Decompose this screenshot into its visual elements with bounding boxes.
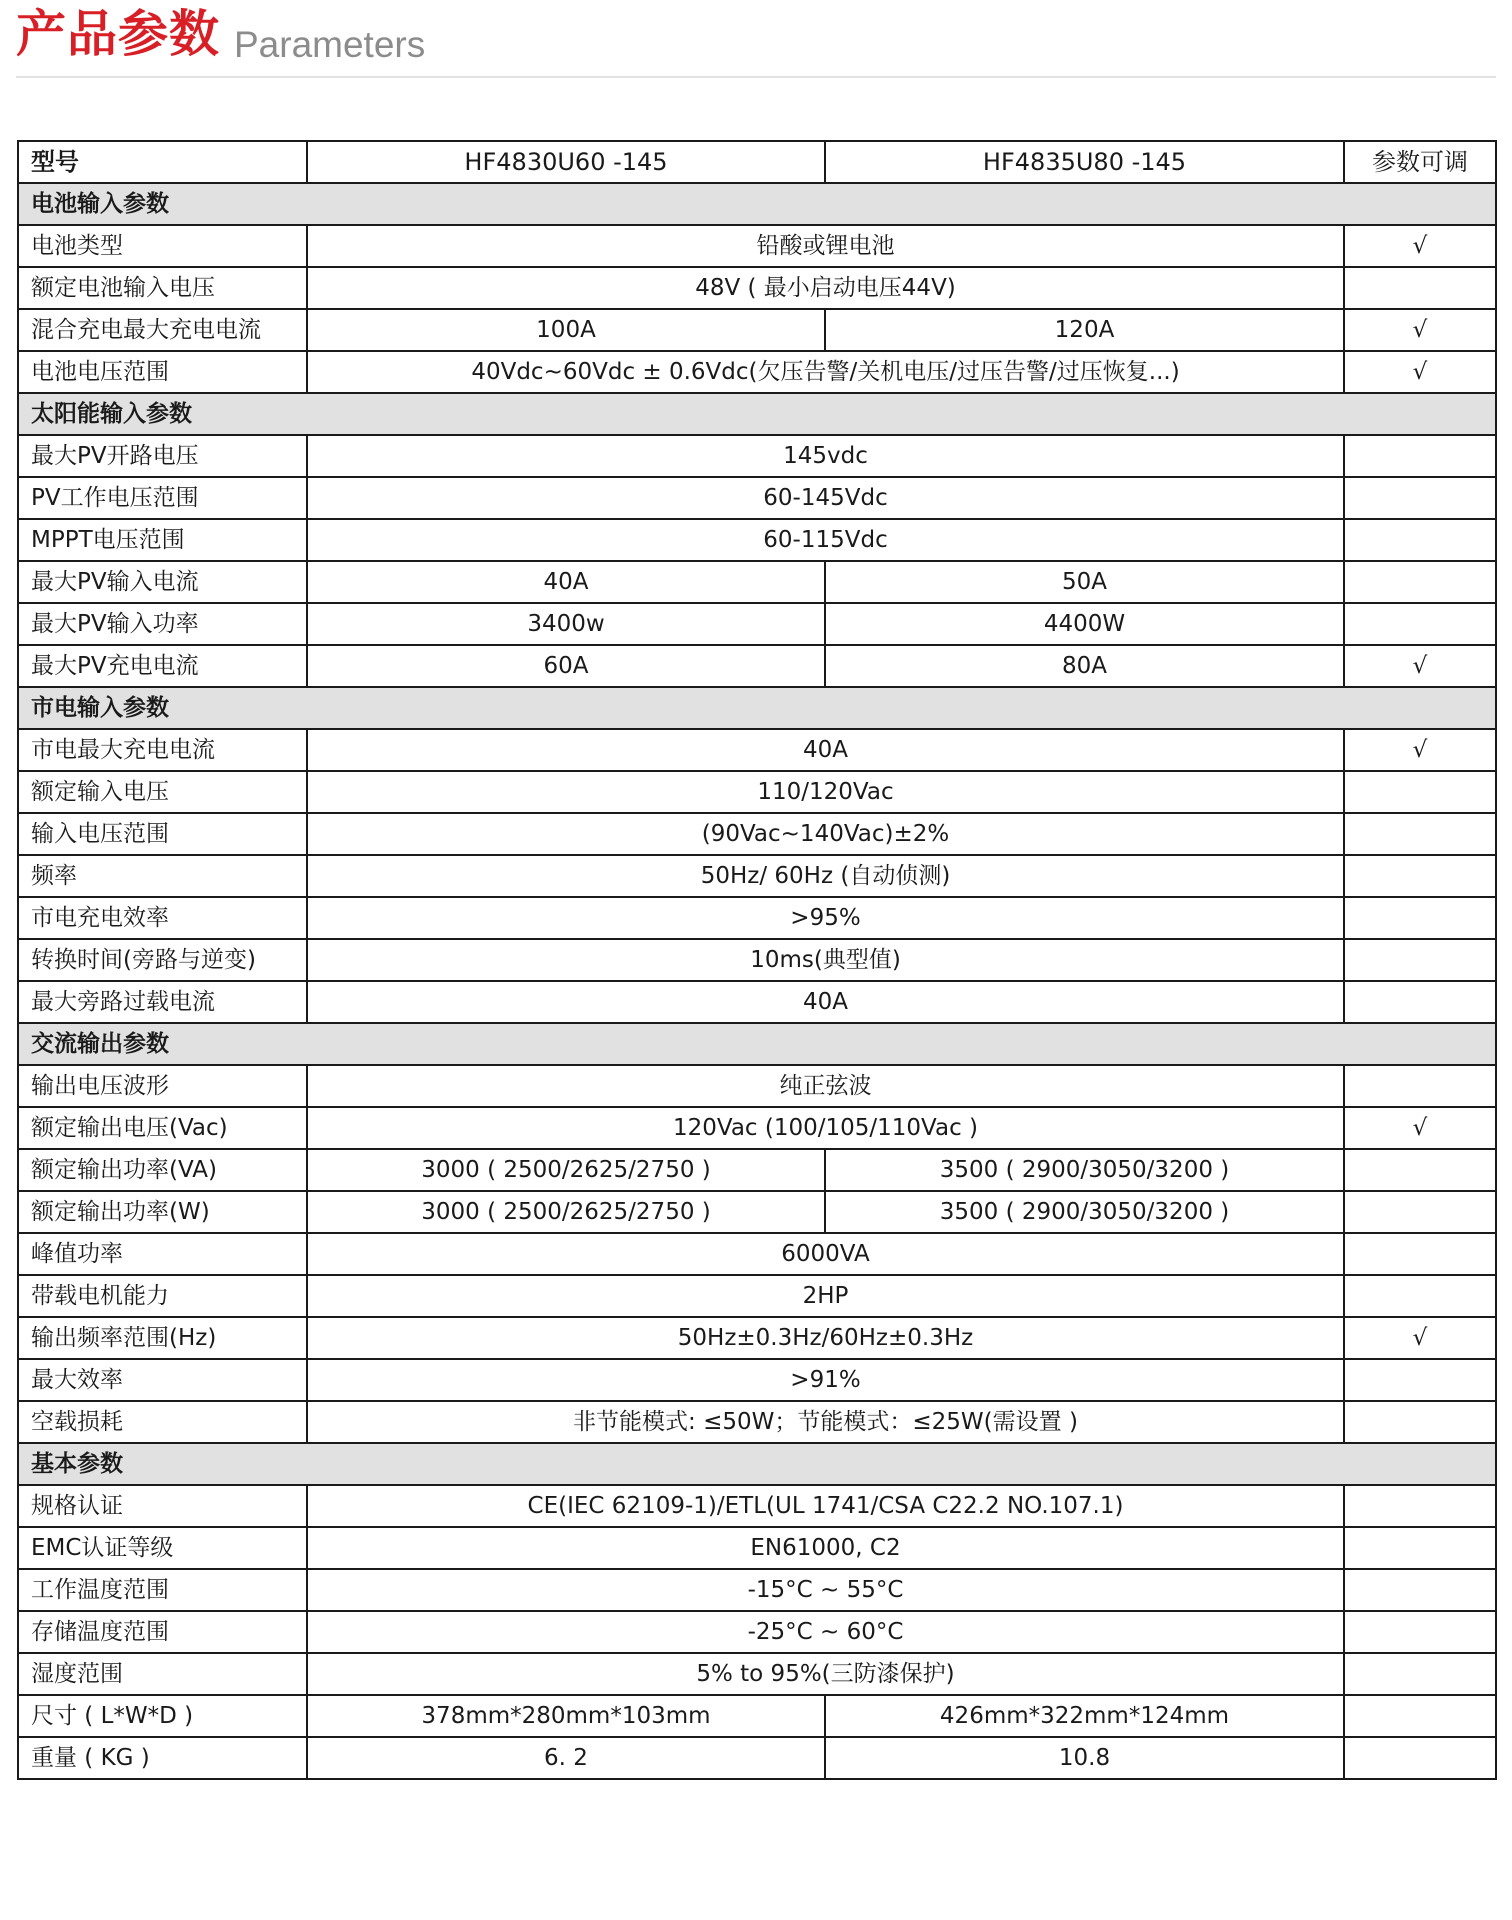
- table-row: [18, 309, 1496, 351]
- param-value-shared: 60-115Vdc: [307, 519, 1344, 561]
- param-value-model-2: 80A: [825, 645, 1344, 687]
- adjustable-check: [1344, 1191, 1496, 1233]
- param-value-shared: 120Vac (100/105/110Vac ): [307, 1107, 1344, 1149]
- param-value-model-2: 120A: [825, 309, 1344, 351]
- section-header-row: [18, 183, 1496, 225]
- table-row: [18, 351, 1496, 393]
- section-header-row: [18, 393, 1496, 435]
- param-value-shared: 5% to 95%(三防漆保护): [307, 1653, 1344, 1695]
- adjustable-check: [1344, 603, 1496, 645]
- adjustable-check: [1344, 855, 1496, 897]
- param-value-shared: 40A: [307, 729, 1344, 771]
- param-value-model-2: 3500 ( 2900/3050/3200 ): [825, 1191, 1344, 1233]
- page-header: [16, 2, 1496, 78]
- param-label: 工作温度范围: [18, 1569, 307, 1611]
- adjustable-check: [1344, 1275, 1496, 1317]
- adjustable-check: [1344, 561, 1496, 603]
- adjustable-check: [1344, 435, 1496, 477]
- param-value-model-1: 3000 ( 2500/2625/2750 ): [307, 1149, 825, 1191]
- param-value-shared: (90Vac~140Vac)±2%: [307, 813, 1344, 855]
- table-row: [18, 771, 1496, 813]
- table-row: [18, 813, 1496, 855]
- table-row: [18, 1359, 1496, 1401]
- param-value-shared: 50Hz±0.3Hz/60Hz±0.3Hz: [307, 1317, 1344, 1359]
- table-row: [18, 855, 1496, 897]
- param-label: 额定输入电压: [18, 771, 307, 813]
- param-value-model-1: 100A: [307, 309, 825, 351]
- adjustable-check: [1344, 1485, 1496, 1527]
- param-label: 最大旁路过载电流: [18, 981, 307, 1023]
- adjustable-check: [1344, 1149, 1496, 1191]
- table-row: [18, 561, 1496, 603]
- table-row: [18, 1275, 1496, 1317]
- param-label: 频率: [18, 855, 307, 897]
- param-label: 额定电池输入电压: [18, 267, 307, 309]
- table-row: [18, 1065, 1496, 1107]
- param-value-shared: 纯正弦波: [307, 1065, 1344, 1107]
- section-title: 市电输入参数: [18, 687, 1496, 729]
- param-value-shared: 铅酸或锂电池: [307, 225, 1344, 267]
- param-value-shared: 48V ( 最小启动电压44V): [307, 267, 1344, 309]
- param-label: 输出电压波形: [18, 1065, 307, 1107]
- param-value-model-2: 3500 ( 2900/3050/3200 ): [825, 1149, 1344, 1191]
- param-label: 输入电压范围: [18, 813, 307, 855]
- param-value-shared: 110/120Vac: [307, 771, 1344, 813]
- parameters-table: [17, 140, 1497, 1780]
- param-value-model-2: 50A: [825, 561, 1344, 603]
- adjustable-check: [1344, 1653, 1496, 1695]
- param-value-shared: 6000VA: [307, 1233, 1344, 1275]
- param-value-shared: EN61000, C2: [307, 1527, 1344, 1569]
- param-label: 空载损耗: [18, 1401, 307, 1443]
- adjustable-check: √: [1344, 309, 1496, 351]
- adjustable-check: [1344, 477, 1496, 519]
- param-value-model-1: 3400w: [307, 603, 825, 645]
- param-label: 尺寸 ( L*W*D ): [18, 1695, 307, 1737]
- section-title: 太阳能输入参数: [18, 393, 1496, 435]
- section-header-row: [18, 1023, 1496, 1065]
- param-label: 额定输出功率(VA): [18, 1149, 307, 1191]
- model-1-name: HF4830U60 -145: [307, 141, 825, 183]
- section-header-row: [18, 687, 1496, 729]
- adjustable-check: √: [1344, 729, 1496, 771]
- param-value-shared: 40Vdc~60Vdc ± 0.6Vdc(欠压告警/关机电压/过压告警/过压恢复...): [307, 351, 1344, 393]
- table-row: [18, 1569, 1496, 1611]
- table-row: [18, 519, 1496, 561]
- adjustable-check: √: [1344, 645, 1496, 687]
- param-value-shared: 145vdc: [307, 435, 1344, 477]
- adjustable-check: [1344, 1359, 1496, 1401]
- table-row: [18, 939, 1496, 981]
- adjustable-check: [1344, 813, 1496, 855]
- page-title-en: Parameters: [234, 24, 426, 65]
- model-label: 型号: [18, 141, 307, 183]
- section-title: 交流输出参数: [18, 1023, 1496, 1065]
- table-row: [18, 267, 1496, 309]
- table-row: [18, 1527, 1496, 1569]
- param-value-model-1: 6. 2: [307, 1737, 825, 1779]
- param-value-shared: 非节能模式: ≤50W；节能模式：≤25W(需设置 ): [307, 1401, 1344, 1443]
- param-label: 额定输出电压(Vac): [18, 1107, 307, 1149]
- param-label: 电池类型: [18, 225, 307, 267]
- param-value-model-1: 60A: [307, 645, 825, 687]
- param-label: 最大效率: [18, 1359, 307, 1401]
- param-value-shared: 2HP: [307, 1275, 1344, 1317]
- adjustable-check: [1344, 1569, 1496, 1611]
- table-row: [18, 1401, 1496, 1443]
- param-label: 重量 ( KG ): [18, 1737, 307, 1779]
- table-row: [18, 1695, 1496, 1737]
- table-row: [18, 1233, 1496, 1275]
- adjustable-check: [1344, 1737, 1496, 1779]
- param-value-shared: >95%: [307, 897, 1344, 939]
- table-row: [18, 897, 1496, 939]
- table-row: [18, 729, 1496, 771]
- table-row: [18, 603, 1496, 645]
- adjustable-check: √: [1344, 225, 1496, 267]
- adjustable-header: 参数可调: [1344, 141, 1496, 183]
- adjustable-check: [1344, 1695, 1496, 1737]
- table-row: [18, 645, 1496, 687]
- param-label: 额定输出功率(W): [18, 1191, 307, 1233]
- adjustable-check: [1344, 981, 1496, 1023]
- table-row: [18, 477, 1496, 519]
- param-value-model-1: 3000 ( 2500/2625/2750 ): [307, 1191, 825, 1233]
- param-label: 最大PV输入电流: [18, 561, 307, 603]
- adjustable-check: [1344, 1527, 1496, 1569]
- param-value-shared: -25°C ~ 60°C: [307, 1611, 1344, 1653]
- table-row: [18, 1317, 1496, 1359]
- table-row: [18, 1149, 1496, 1191]
- adjustable-check: [1344, 897, 1496, 939]
- param-value-model-2: 10.8: [825, 1737, 1344, 1779]
- param-value-shared: 60-145Vdc: [307, 477, 1344, 519]
- param-value-shared: 40A: [307, 981, 1344, 1023]
- table-row: [18, 1653, 1496, 1695]
- adjustable-check: [1344, 1233, 1496, 1275]
- param-value-shared: 50Hz/ 60Hz (自动侦测): [307, 855, 1344, 897]
- table-row: [18, 1611, 1496, 1653]
- table-row: [18, 435, 1496, 477]
- param-label: 存储温度范围: [18, 1611, 307, 1653]
- param-label: 电池电压范围: [18, 351, 307, 393]
- page-title-cn: 产品参数: [16, 5, 220, 63]
- adjustable-check: [1344, 1401, 1496, 1443]
- model-header-row: [18, 141, 1496, 183]
- param-label: MPPT电压范围: [18, 519, 307, 561]
- param-value-model-2: 426mm*322mm*124mm: [825, 1695, 1344, 1737]
- param-label: 规格认证: [18, 1485, 307, 1527]
- param-label: 市电充电效率: [18, 897, 307, 939]
- table-row: [18, 225, 1496, 267]
- parameters-table-body: [18, 141, 1496, 1779]
- adjustable-check: √: [1344, 351, 1496, 393]
- table-row: [18, 1737, 1496, 1779]
- adjustable-check: [1344, 939, 1496, 981]
- param-label: 湿度范围: [18, 1653, 307, 1695]
- param-value-shared: CE(IEC 62109-1)/ETL(UL 1741/CSA C22.2 NO.107.1): [307, 1485, 1344, 1527]
- param-value-model-1: 40A: [307, 561, 825, 603]
- adjustable-check: √: [1344, 1107, 1496, 1149]
- adjustable-check: [1344, 1065, 1496, 1107]
- param-label: 最大PV输入功率: [18, 603, 307, 645]
- section-title: 电池输入参数: [18, 183, 1496, 225]
- table-row: [18, 1107, 1496, 1149]
- adjustable-check: [1344, 267, 1496, 309]
- adjustable-check: √: [1344, 1317, 1496, 1359]
- param-label: 市电最大充电电流: [18, 729, 307, 771]
- section-header-row: [18, 1443, 1496, 1485]
- table-row: [18, 1191, 1496, 1233]
- param-label: 带载电机能力: [18, 1275, 307, 1317]
- param-label: 转换时间(旁路与逆变): [18, 939, 307, 981]
- section-title: 基本参数: [18, 1443, 1496, 1485]
- model-2-name: HF4835U80 -145: [825, 141, 1344, 183]
- adjustable-check: [1344, 771, 1496, 813]
- param-label: EMC认证等级: [18, 1527, 307, 1569]
- param-label: 峰值功率: [18, 1233, 307, 1275]
- adjustable-check: [1344, 1611, 1496, 1653]
- param-value-shared: 10ms(典型值): [307, 939, 1344, 981]
- param-label: 输出频率范围(Hz): [18, 1317, 307, 1359]
- param-value-model-2: 4400W: [825, 603, 1344, 645]
- table-row: [18, 981, 1496, 1023]
- table-row: [18, 1485, 1496, 1527]
- param-label: PV工作电压范围: [18, 477, 307, 519]
- param-value-model-1: 378mm*280mm*103mm: [307, 1695, 825, 1737]
- param-label: 混合充电最大充电电流: [18, 309, 307, 351]
- param-label: 最大PV开路电压: [18, 435, 307, 477]
- param-value-shared: -15°C ~ 55°C: [307, 1569, 1344, 1611]
- param-label: 最大PV充电电流: [18, 645, 307, 687]
- adjustable-check: [1344, 519, 1496, 561]
- param-value-shared: >91%: [307, 1359, 1344, 1401]
